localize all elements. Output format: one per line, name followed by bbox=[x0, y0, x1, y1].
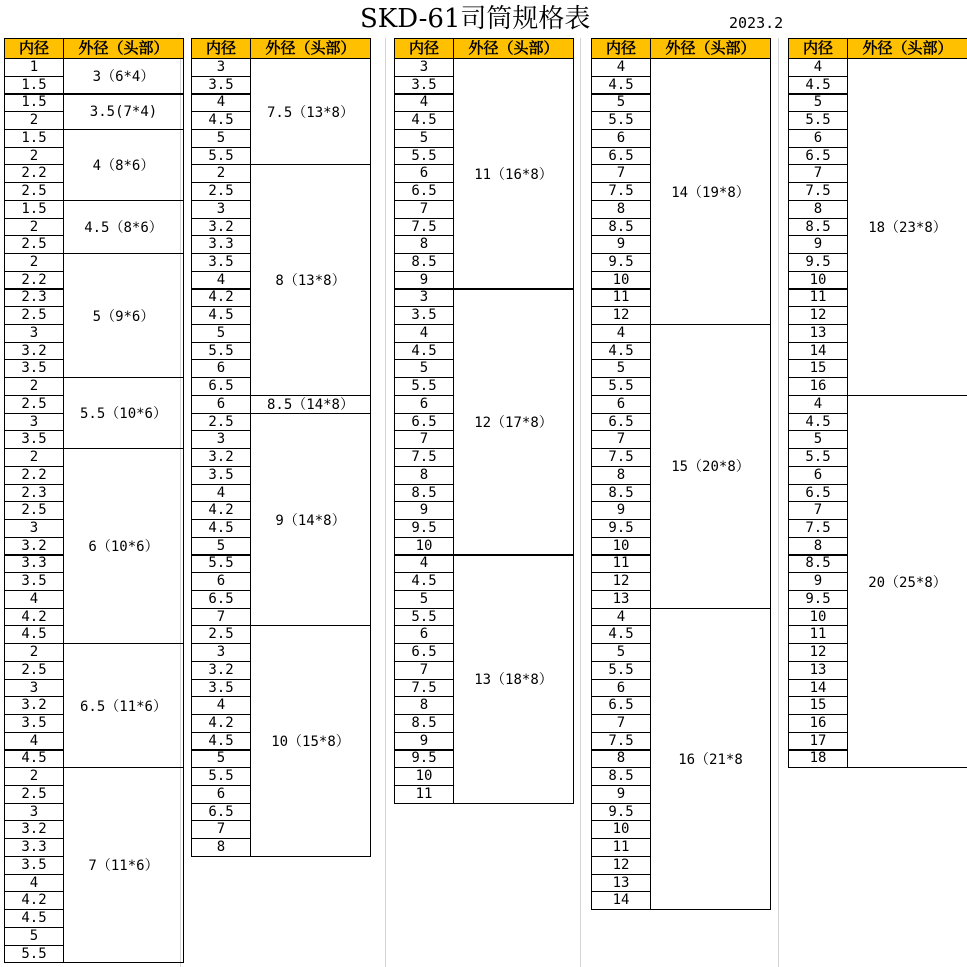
inner-diameter-cell: 17 bbox=[788, 732, 848, 751]
inner-diameter-cell: 8 bbox=[394, 466, 454, 485]
outer-diameter-cell: 6.5（11*6） bbox=[63, 643, 184, 768]
outer-diameter-cell: 6（10*6） bbox=[63, 448, 184, 644]
inner-diameter-cell: 4 bbox=[191, 696, 251, 715]
inner-diameter-cell: 5.5 bbox=[788, 448, 848, 467]
inner-diameter-cell: 12 bbox=[591, 572, 651, 591]
inner-diameter-cell: 5.5 bbox=[191, 767, 251, 786]
inner-diameter-cell: 6.5 bbox=[191, 590, 251, 609]
inner-diameter-cell: 7 bbox=[788, 164, 848, 183]
inner-diameter-cell: 4.5 bbox=[591, 76, 651, 95]
inner-diameter-cell: 3.5 bbox=[4, 430, 64, 449]
inner-diameter-cell: 3 bbox=[394, 288, 454, 307]
inner-diameter-cell: 16 bbox=[788, 377, 848, 396]
inner-diameter-cell: 5 bbox=[394, 590, 454, 609]
inner-diameter-cell: 4.2 bbox=[191, 714, 251, 733]
sheet-gridline bbox=[385, 38, 386, 967]
sheet-gridline bbox=[778, 38, 779, 967]
inner-diameter-cell: 4.5 bbox=[591, 342, 651, 361]
inner-diameter-cell: 7.5 bbox=[788, 182, 848, 201]
inner-diameter-cell: 2 bbox=[191, 164, 251, 183]
inner-diameter-cell: 7.5 bbox=[394, 679, 454, 698]
inner-diameter-cell: 2 bbox=[4, 448, 64, 467]
inner-diameter-cell: 2 bbox=[4, 218, 64, 237]
outer-diameter-cell: 15（20*8） bbox=[650, 324, 771, 609]
inner-diameter-cell: 4.2 bbox=[4, 891, 64, 910]
inner-diameter-cell: 6.5 bbox=[788, 147, 848, 166]
inner-diameter-cell: 8 bbox=[591, 200, 651, 219]
inner-diameter-cell: 9 bbox=[394, 501, 454, 520]
inner-diameter-cell: 9 bbox=[788, 235, 848, 254]
inner-diameter-cell: 14 bbox=[788, 679, 848, 698]
inner-diameter-cell: 4.5 bbox=[394, 111, 454, 130]
inner-diameter-cell: 13 bbox=[788, 324, 848, 343]
outer-diameter-cell: 8.5（14*8） bbox=[250, 395, 371, 414]
inner-diameter-cell: 10 bbox=[591, 537, 651, 556]
sheet-title: SKD-61司筒规格表 bbox=[360, 4, 591, 34]
inner-diameter-cell: 12 bbox=[788, 643, 848, 662]
inner-diameter-cell: 8 bbox=[788, 200, 848, 219]
inner-diameter-cell: 9 bbox=[394, 732, 454, 751]
inner-diameter-cell: 6.5 bbox=[191, 803, 251, 822]
inner-diameter-cell: 3 bbox=[4, 519, 64, 538]
inner-diameter-cell: 4.5 bbox=[4, 749, 64, 768]
inner-diameter-cell: 8.5 bbox=[591, 484, 651, 503]
inner-diameter-cell: 4.5 bbox=[4, 625, 64, 644]
inner-diameter-cell: 2 bbox=[4, 643, 64, 662]
inner-diameter-cell: 11 bbox=[788, 288, 848, 307]
sheet-gridline bbox=[580, 38, 581, 967]
inner-diameter-cell: 2 bbox=[4, 253, 64, 272]
inner-diameter-cell: 6 bbox=[788, 466, 848, 485]
inner-diameter-cell: 5.5 bbox=[788, 111, 848, 130]
inner-diameter-cell: 2.5 bbox=[4, 182, 64, 201]
inner-diameter-cell: 13 bbox=[591, 590, 651, 609]
outer-diameter-cell: 20（25*8） bbox=[847, 395, 967, 768]
inner-diameter-cell: 6.5 bbox=[191, 377, 251, 396]
outer-diameter-cell: 13（18*8） bbox=[453, 554, 574, 803]
inner-diameter-cell: 2 bbox=[4, 767, 64, 786]
inner-diameter-cell: 2.5 bbox=[4, 661, 64, 680]
outer-diameter-cell: 7.5（13*8） bbox=[250, 58, 371, 165]
inner-diameter-cell: 15 bbox=[788, 359, 848, 378]
inner-diameter-cell: 11 bbox=[788, 625, 848, 644]
inner-diameter-cell: 2.5 bbox=[4, 235, 64, 254]
inner-diameter-cell: 3.2 bbox=[4, 342, 64, 361]
inner-diameter-cell: 4 bbox=[591, 58, 651, 77]
inner-diameter-cell: 8.5 bbox=[788, 218, 848, 237]
inner-diameter-cell: 8 bbox=[788, 537, 848, 556]
inner-diameter-cell: 3.2 bbox=[191, 218, 251, 237]
inner-diameter-cell: 4.5 bbox=[788, 76, 848, 95]
inner-diameter-cell: 4 bbox=[191, 271, 251, 290]
inner-diameter-cell: 4 bbox=[394, 324, 454, 343]
inner-diameter-cell: 4.5 bbox=[394, 342, 454, 361]
inner-diameter-cell: 4 bbox=[394, 554, 454, 573]
inner-diameter-cell: 2.5 bbox=[4, 785, 64, 804]
inner-diameter-cell: 2.2 bbox=[4, 164, 64, 183]
inner-diameter-cell: 5.5 bbox=[191, 342, 251, 361]
inner-diameter-cell: 4.5 bbox=[591, 625, 651, 644]
inner-diameter-cell: 5.5 bbox=[191, 147, 251, 166]
inner-diameter-cell: 3.3 bbox=[4, 838, 64, 857]
inner-diameter-cell: 3 bbox=[191, 200, 251, 219]
inner-diameter-cell: 6 bbox=[191, 785, 251, 804]
inner-diameter-cell: 8.5 bbox=[591, 767, 651, 786]
inner-diameter-cell: 3 bbox=[4, 413, 64, 432]
inner-diameter-cell: 3 bbox=[4, 803, 64, 822]
inner-diameter-cell: 4 bbox=[4, 732, 64, 751]
outer-diameter-cell: 8（13*8） bbox=[250, 164, 371, 396]
inner-diameter-cell: 13 bbox=[788, 661, 848, 680]
outer-diameter-cell: 4（8*6） bbox=[63, 129, 184, 201]
inner-diameter-cell: 7 bbox=[591, 714, 651, 733]
inner-diameter-cell: 4 bbox=[394, 93, 454, 112]
inner-diameter-cell: 4.5 bbox=[191, 111, 251, 130]
inner-diameter-cell: 5 bbox=[591, 643, 651, 662]
inner-diameter-cell: 7.5 bbox=[788, 519, 848, 538]
header-outer-diameter: 外径（头部） bbox=[63, 38, 184, 59]
inner-diameter-cell: 6 bbox=[191, 359, 251, 378]
inner-diameter-cell: 9.5 bbox=[591, 253, 651, 272]
inner-diameter-cell: 2.3 bbox=[4, 484, 64, 503]
inner-diameter-cell: 14 bbox=[591, 891, 651, 910]
inner-diameter-cell: 4 bbox=[788, 395, 848, 414]
inner-diameter-cell: 5.5 bbox=[394, 147, 454, 166]
inner-diameter-cell: 4 bbox=[191, 484, 251, 503]
inner-diameter-cell: 10 bbox=[788, 608, 848, 627]
inner-diameter-cell: 6 bbox=[394, 395, 454, 414]
inner-diameter-cell: 3 bbox=[191, 58, 251, 77]
outer-diameter-cell: 5（9*6） bbox=[63, 253, 184, 378]
inner-diameter-cell: 5 bbox=[191, 749, 251, 768]
inner-diameter-cell: 3.5 bbox=[191, 466, 251, 485]
header-inner-diameter: 内径 bbox=[591, 38, 651, 59]
inner-diameter-cell: 11 bbox=[591, 554, 651, 573]
inner-diameter-cell: 5.5 bbox=[4, 945, 64, 964]
inner-diameter-cell: 14 bbox=[788, 342, 848, 361]
inner-diameter-cell: 13 bbox=[591, 874, 651, 893]
inner-diameter-cell: 5.5 bbox=[191, 554, 251, 573]
inner-diameter-cell: 3.3 bbox=[191, 235, 251, 254]
inner-diameter-cell: 7.5 bbox=[591, 182, 651, 201]
inner-diameter-cell: 2.5 bbox=[191, 182, 251, 201]
inner-diameter-cell: 4.5 bbox=[191, 732, 251, 751]
inner-diameter-cell: 8.5 bbox=[591, 218, 651, 237]
outer-diameter-cell: 14（19*8） bbox=[650, 58, 771, 325]
inner-diameter-cell: 3.5 bbox=[191, 76, 251, 95]
inner-diameter-cell: 3.2 bbox=[191, 661, 251, 680]
inner-diameter-cell: 9 bbox=[394, 271, 454, 290]
inner-diameter-cell: 3.5 bbox=[4, 714, 64, 733]
inner-diameter-cell: 12 bbox=[591, 856, 651, 875]
inner-diameter-cell: 6.5 bbox=[591, 696, 651, 715]
inner-diameter-cell: 10 bbox=[591, 271, 651, 290]
inner-diameter-cell: 9 bbox=[788, 572, 848, 591]
inner-diameter-cell: 6.5 bbox=[591, 147, 651, 166]
inner-diameter-cell: 3 bbox=[191, 430, 251, 449]
outer-diameter-cell: 4.5（8*6） bbox=[63, 200, 184, 254]
inner-diameter-cell: 8 bbox=[591, 466, 651, 485]
header-outer-diameter: 外径（头部） bbox=[650, 38, 771, 59]
inner-diameter-cell: 4.5 bbox=[191, 519, 251, 538]
inner-diameter-cell: 6 bbox=[394, 164, 454, 183]
inner-diameter-cell: 4 bbox=[191, 93, 251, 112]
inner-diameter-cell: 9 bbox=[591, 785, 651, 804]
inner-diameter-cell: 11 bbox=[591, 288, 651, 307]
inner-diameter-cell: 1 bbox=[4, 58, 64, 77]
inner-diameter-cell: 7.5 bbox=[591, 732, 651, 751]
inner-diameter-cell: 5 bbox=[191, 324, 251, 343]
header-inner-diameter: 内径 bbox=[4, 38, 64, 59]
inner-diameter-cell: 3.3 bbox=[4, 554, 64, 573]
inner-diameter-cell: 6 bbox=[191, 572, 251, 591]
inner-diameter-cell: 9 bbox=[591, 501, 651, 520]
inner-diameter-cell: 4 bbox=[4, 874, 64, 893]
sheet-date: 2023.2 bbox=[729, 14, 784, 32]
inner-diameter-cell: 3 bbox=[191, 643, 251, 662]
inner-diameter-cell: 5 bbox=[191, 537, 251, 556]
outer-diameter-cell: 11（16*8） bbox=[453, 58, 574, 290]
inner-diameter-cell: 9.5 bbox=[591, 803, 651, 822]
inner-diameter-cell: 7.5 bbox=[591, 448, 651, 467]
inner-diameter-cell: 7 bbox=[191, 820, 251, 839]
inner-diameter-cell: 3.5 bbox=[4, 572, 64, 591]
inner-diameter-cell: 2 bbox=[4, 147, 64, 166]
inner-diameter-cell: 10 bbox=[591, 820, 651, 839]
inner-diameter-cell: 2.5 bbox=[191, 625, 251, 644]
inner-diameter-cell: 1.5 bbox=[4, 129, 64, 148]
inner-diameter-cell: 8.5 bbox=[394, 714, 454, 733]
inner-diameter-cell: 3 bbox=[4, 679, 64, 698]
inner-diameter-cell: 16 bbox=[788, 714, 848, 733]
inner-diameter-cell: 4 bbox=[591, 324, 651, 343]
inner-diameter-cell: 10 bbox=[788, 271, 848, 290]
inner-diameter-cell: 5 bbox=[191, 129, 251, 148]
inner-diameter-cell: 5 bbox=[788, 430, 848, 449]
inner-diameter-cell: 18 bbox=[788, 749, 848, 768]
inner-diameter-cell: 3.2 bbox=[191, 448, 251, 467]
inner-diameter-cell: 8 bbox=[591, 749, 651, 768]
inner-diameter-cell: 7 bbox=[591, 164, 651, 183]
inner-diameter-cell: 9.5 bbox=[788, 590, 848, 609]
inner-diameter-cell: 4.5 bbox=[788, 413, 848, 432]
inner-diameter-cell: 2.2 bbox=[4, 466, 64, 485]
inner-diameter-cell: 3.5 bbox=[4, 359, 64, 378]
inner-diameter-cell: 5.5 bbox=[394, 608, 454, 627]
outer-diameter-cell: 16（21*8 bbox=[650, 608, 771, 910]
inner-diameter-cell: 7.5 bbox=[394, 448, 454, 467]
inner-diameter-cell: 6.5 bbox=[394, 182, 454, 201]
inner-diameter-cell: 10 bbox=[394, 767, 454, 786]
inner-diameter-cell: 4.5 bbox=[4, 909, 64, 928]
inner-diameter-cell: 9.5 bbox=[394, 749, 454, 768]
inner-diameter-cell: 8 bbox=[394, 696, 454, 715]
inner-diameter-cell: 6 bbox=[788, 129, 848, 148]
outer-diameter-cell: 3.5(7*4) bbox=[63, 93, 184, 130]
inner-diameter-cell: 3.2 bbox=[4, 537, 64, 556]
inner-diameter-cell: 2 bbox=[4, 377, 64, 396]
inner-diameter-cell: 4.2 bbox=[191, 288, 251, 307]
inner-diameter-cell: 4.2 bbox=[4, 608, 64, 627]
inner-diameter-cell: 5 bbox=[591, 93, 651, 112]
inner-diameter-cell: 5 bbox=[394, 359, 454, 378]
inner-diameter-cell: 7.5 bbox=[394, 218, 454, 237]
inner-diameter-cell: 6 bbox=[591, 679, 651, 698]
inner-diameter-cell: 8 bbox=[191, 838, 251, 857]
inner-diameter-cell: 11 bbox=[394, 785, 454, 804]
outer-diameter-cell: 12（17*8） bbox=[453, 288, 574, 555]
inner-diameter-cell: 3.2 bbox=[4, 696, 64, 715]
inner-diameter-cell: 15 bbox=[788, 696, 848, 715]
inner-diameter-cell: 4.5 bbox=[394, 572, 454, 591]
inner-diameter-cell: 8.5 bbox=[394, 484, 454, 503]
inner-diameter-cell: 11 bbox=[591, 838, 651, 857]
inner-diameter-cell: 5 bbox=[4, 927, 64, 946]
inner-diameter-cell: 3.5 bbox=[4, 856, 64, 875]
inner-diameter-cell: 2.5 bbox=[4, 395, 64, 414]
inner-diameter-cell: 6.5 bbox=[394, 413, 454, 432]
inner-diameter-cell: 2.5 bbox=[191, 413, 251, 432]
inner-diameter-cell: 1.5 bbox=[4, 76, 64, 95]
inner-diameter-cell: 4 bbox=[788, 58, 848, 77]
inner-diameter-cell: 4.5 bbox=[191, 306, 251, 325]
inner-diameter-cell: 10 bbox=[394, 537, 454, 556]
inner-diameter-cell: 3.5 bbox=[394, 306, 454, 325]
inner-diameter-cell: 9.5 bbox=[394, 519, 454, 538]
inner-diameter-cell: 8.5 bbox=[788, 554, 848, 573]
header-outer-diameter: 外径（头部） bbox=[453, 38, 574, 59]
inner-diameter-cell: 6 bbox=[394, 625, 454, 644]
inner-diameter-cell: 5 bbox=[788, 93, 848, 112]
inner-diameter-cell: 2.5 bbox=[4, 501, 64, 520]
inner-diameter-cell: 12 bbox=[591, 306, 651, 325]
inner-diameter-cell: 6 bbox=[591, 129, 651, 148]
inner-diameter-cell: 9.5 bbox=[788, 253, 848, 272]
inner-diameter-cell: 7 bbox=[591, 430, 651, 449]
inner-diameter-cell: 2.2 bbox=[4, 271, 64, 290]
inner-diameter-cell: 8 bbox=[394, 235, 454, 254]
inner-diameter-cell: 12 bbox=[788, 306, 848, 325]
inner-diameter-cell: 5 bbox=[394, 129, 454, 148]
outer-diameter-cell: 9（14*8） bbox=[250, 413, 371, 627]
outer-diameter-cell: 18（23*8） bbox=[847, 58, 967, 396]
inner-diameter-cell: 7 bbox=[788, 501, 848, 520]
inner-diameter-cell: 7 bbox=[394, 430, 454, 449]
inner-diameter-cell: 5.5 bbox=[591, 111, 651, 130]
inner-diameter-cell: 2.5 bbox=[4, 306, 64, 325]
inner-diameter-cell: 3.5 bbox=[191, 679, 251, 698]
inner-diameter-cell: 2 bbox=[4, 111, 64, 130]
inner-diameter-cell: 2.3 bbox=[4, 288, 64, 307]
inner-diameter-cell: 6 bbox=[591, 395, 651, 414]
inner-diameter-cell: 9.5 bbox=[591, 519, 651, 538]
header-outer-diameter: 外径（头部） bbox=[847, 38, 967, 59]
inner-diameter-cell: 5.5 bbox=[591, 377, 651, 396]
outer-diameter-cell: 7（11*6） bbox=[63, 767, 184, 963]
inner-diameter-cell: 1.5 bbox=[4, 200, 64, 219]
inner-diameter-cell: 4 bbox=[4, 590, 64, 609]
header-outer-diameter: 外径（头部） bbox=[250, 38, 371, 59]
outer-diameter-cell: 10（15*8） bbox=[250, 625, 371, 857]
inner-diameter-cell: 3.5 bbox=[394, 76, 454, 95]
header-inner-diameter: 内径 bbox=[394, 38, 454, 59]
header-inner-diameter: 内径 bbox=[191, 38, 251, 59]
inner-diameter-cell: 5.5 bbox=[591, 661, 651, 680]
inner-diameter-cell: 6.5 bbox=[591, 413, 651, 432]
inner-diameter-cell: 6.5 bbox=[394, 643, 454, 662]
inner-diameter-cell: 7 bbox=[394, 200, 454, 219]
inner-diameter-cell: 1.5 bbox=[4, 93, 64, 112]
inner-diameter-cell: 7 bbox=[191, 608, 251, 627]
inner-diameter-cell: 3.2 bbox=[4, 820, 64, 839]
inner-diameter-cell: 4.2 bbox=[191, 501, 251, 520]
inner-diameter-cell: 3.5 bbox=[191, 253, 251, 272]
inner-diameter-cell: 7 bbox=[394, 661, 454, 680]
inner-diameter-cell: 8.5 bbox=[394, 253, 454, 272]
inner-diameter-cell: 3 bbox=[394, 58, 454, 77]
inner-diameter-cell: 4 bbox=[591, 608, 651, 627]
inner-diameter-cell: 5 bbox=[591, 359, 651, 378]
inner-diameter-cell: 6 bbox=[191, 395, 251, 414]
inner-diameter-cell: 6.5 bbox=[788, 484, 848, 503]
inner-diameter-cell: 5.5 bbox=[394, 377, 454, 396]
outer-diameter-cell: 5.5（10*6） bbox=[63, 377, 184, 449]
inner-diameter-cell: 3 bbox=[4, 324, 64, 343]
header-inner-diameter: 内径 bbox=[788, 38, 848, 59]
outer-diameter-cell: 3（6*4） bbox=[63, 58, 184, 95]
inner-diameter-cell: 9 bbox=[591, 235, 651, 254]
